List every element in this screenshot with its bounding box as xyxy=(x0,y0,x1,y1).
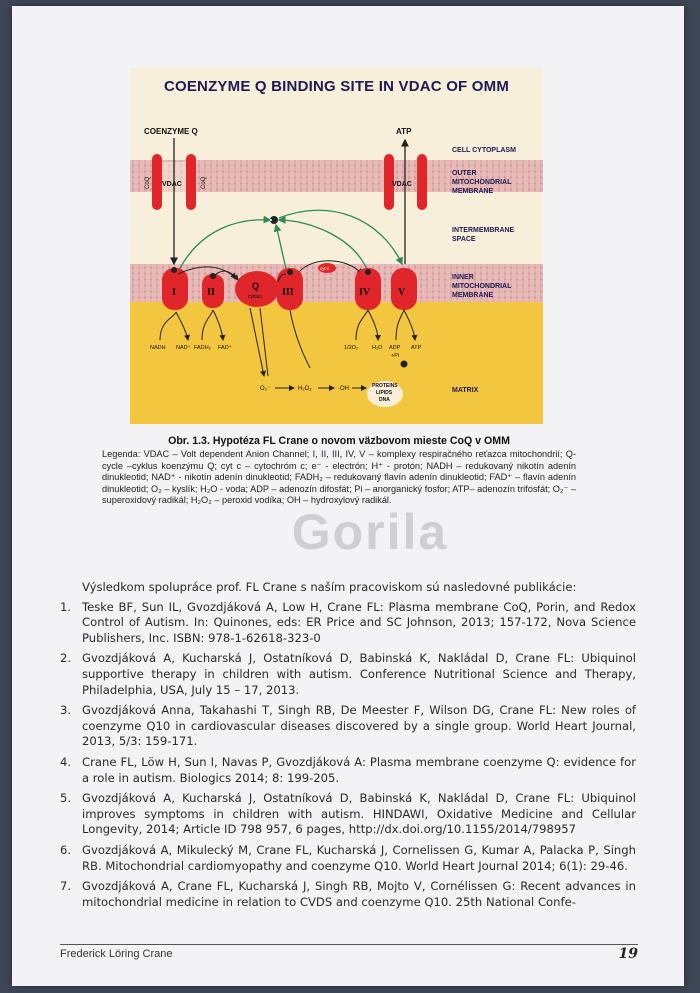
list-item: 7. Gvozdjáková A, Crane FL, Kucharská J, Singh RB, Mojto V, Cornélissen G: Recent advances in mitochondrial medicine in relation to CVDS and coenzyme Q10. 25th National Confe- xyxy=(60,879,636,909)
list-item: 5. Gvozdjáková A, Kucharská J, Ostatníková D, Babinská K, Nakládal D, Crane FL: Ubiquinol improves symptoms in children with autism. HINDAWI, Oxidative Medicine and Cellular Longevity, 2014; Article ID 798 957, 6 pages, http://dx.doi.org/10.1155/2014/798957 xyxy=(60,791,636,837)
svg-text:IV: IV xyxy=(359,287,371,298)
hplus-node-matrix xyxy=(401,361,408,368)
label-matrix: MATRIX xyxy=(452,387,479,394)
footer-rule xyxy=(60,944,638,945)
intro-text: Výsledkom spolupráce prof. FL Crane s naším pracoviskom sú nasledovné publikácie: xyxy=(82,580,577,594)
label-nad: NAD⁺ xyxy=(176,345,191,351)
label-fad: FAD⁺ xyxy=(218,345,232,351)
label-oh: ·OH xyxy=(338,386,349,392)
page-number: 19 xyxy=(618,946,638,962)
complex-V xyxy=(391,268,417,310)
label-cell-cytoplasm: CELL CYTOPLASM xyxy=(452,147,516,154)
list-item: 2. Gvozdjáková A, Kucharská J, Ostatníková D, Babinská K, Nakládal D, Crane FL: Ubiquinol supportive therapy in children with autism. Conference Nutritional Science and Therapy, Philadelphia, USA, July 15 – 17, 2013. xyxy=(60,651,636,697)
label-h2o: H₂O xyxy=(372,345,383,351)
label-outer-1: OUTER xyxy=(452,170,477,177)
q-cycle-label: cyklus xyxy=(248,294,262,300)
list-item: 1. Teske BF, Sun IL, Gvozdjáková A, Low H, Crane FL: Plasma membrane CoQ, Porin, and Redox Control of Autism. In: Quinones, eds: ER Price and SC Johnson, 2013; 157-172, Nova Science Publishers, Inc. ISBN: 978-1-62618-323-0 xyxy=(60,599,636,645)
caption-title: Obr. 1.3. Hypotéza FL Crane o novom väzbovom mieste CoQ v OMM xyxy=(168,435,510,447)
svg-text:Q: Q xyxy=(252,281,260,291)
hplus-marker-3 xyxy=(287,269,293,275)
caption-legend: Legenda: VDAC – Volt dependent Anion Channel; I, II, III, IV, V – komplexy respiračného reťazca mitochondrií; Q-cycle –cyklus koenzýmu Q; cyt c – cytochróm c; e⁻ - electrón; H⁺ - protón; NADH – redukovaný nikotín adenín dinukleotid; NAD⁺ - nikotín adenín dinukleotid; FADH₂ – redukovaný flavín adenín dinukleotid; FAD⁺ – flavín adenín dinukleotid; O₂ – kyslík; H₂O - voda; ADP – adenozín difosfát; Pi – anorganický fosfor; ATP– adenozín trifosfát; O₂⁻ – superoxidový radikál; H₂O₂ – peroxid vodíka; OH – hydroxylový radikál. xyxy=(102,449,576,506)
book-page xyxy=(12,6,684,986)
label-inter-2: SPACE xyxy=(452,236,476,243)
label-inner-1: INNER xyxy=(452,274,474,281)
svg-text:III: III xyxy=(282,287,294,298)
hplus-glyph xyxy=(270,219,272,221)
label-pi: +Pi xyxy=(391,353,400,359)
vdac-left-label: VDAC xyxy=(162,181,182,188)
publication-list xyxy=(60,600,636,911)
figure-caption xyxy=(102,436,576,506)
complex-II xyxy=(202,274,224,308)
vdac-right-label: VDAC xyxy=(392,181,412,188)
running-footer: Frederick Löring Crane xyxy=(60,948,173,960)
label-inner-2: MITOCHONDRIAL xyxy=(452,283,512,290)
label-outer-2: MITOCHONDRIAL xyxy=(452,179,512,186)
cytc-label: cyt c xyxy=(320,266,330,271)
label-coenzyme-q: COENZYME Q xyxy=(144,127,198,136)
figure-title: COENZYME Q BINDING SITE IN VDAC OF OMM xyxy=(163,78,510,95)
matrix-zone xyxy=(130,302,543,424)
list-item: 6. Gvozdjáková A, Mikulecký M, Crane FL, Kucharská J, Cornelissen G, Kumar A, Palacka P, Singh RB. Mitochondrial cardiomyopathy and coenzyme Q10. World Heart Journal 2014; 6(1): 29-46. xyxy=(60,842,636,873)
label-inter-1: INTERMEMBRANE xyxy=(452,227,515,234)
figure-diagram xyxy=(130,68,543,424)
complex-Q xyxy=(235,271,279,307)
label-adp: ADP xyxy=(389,345,401,351)
svg-text:I: I xyxy=(172,287,176,298)
hplus-marker-4 xyxy=(365,269,371,275)
label-outer-3: MEMBRANE xyxy=(452,188,494,195)
label-inner-3: MEMBRANE xyxy=(452,292,494,299)
label-atp-bottom: ATP xyxy=(411,345,422,351)
watermark: Gorila xyxy=(291,504,449,560)
svg-text:PROTEINS: PROTEINS xyxy=(372,383,398,389)
list-item: 3. Gvozdjáková Anna, Takahashi T, Singh RB, De Meester F, Wilson DG, Crane FL: New roles of coenzyme Q10 in cardiovascular diseases discovered by a single group. World Heart Journal, 2013, 5/3: 159-171. xyxy=(60,703,636,749)
label-atp-top: ATP xyxy=(396,127,412,136)
hplus-marker-1 xyxy=(171,267,177,273)
svg-text:V: V xyxy=(398,287,406,298)
complex-I xyxy=(162,268,188,310)
list-item: 4. Crane FL, Löw H, Sun I, Navas P, Gvozdjáková A: Plasma membrane coenzyme Q: evidence for a role in autism. Biologics 2014; 8: 199-205. xyxy=(60,754,636,785)
coq-left-b: CoQ xyxy=(201,176,207,189)
label-superoxide: O₂⁻ xyxy=(260,386,271,392)
svg-text:DNA: DNA xyxy=(379,397,390,403)
coq-left-a: CoQ xyxy=(145,176,151,189)
label-h2o2: H₂O₂ xyxy=(298,386,312,392)
hplus-marker-2 xyxy=(210,273,216,279)
svg-text:II: II xyxy=(207,287,215,298)
publications-section xyxy=(60,580,636,915)
svg-text:LIPIDS: LIPIDS xyxy=(376,390,393,396)
targets-box xyxy=(367,381,403,407)
diagram-canvas xyxy=(130,68,543,424)
label-nadh: NADH xyxy=(150,345,166,351)
label-o2: 1/2O₂ xyxy=(344,345,359,351)
label-fadh2: FADH₂ xyxy=(194,345,211,351)
